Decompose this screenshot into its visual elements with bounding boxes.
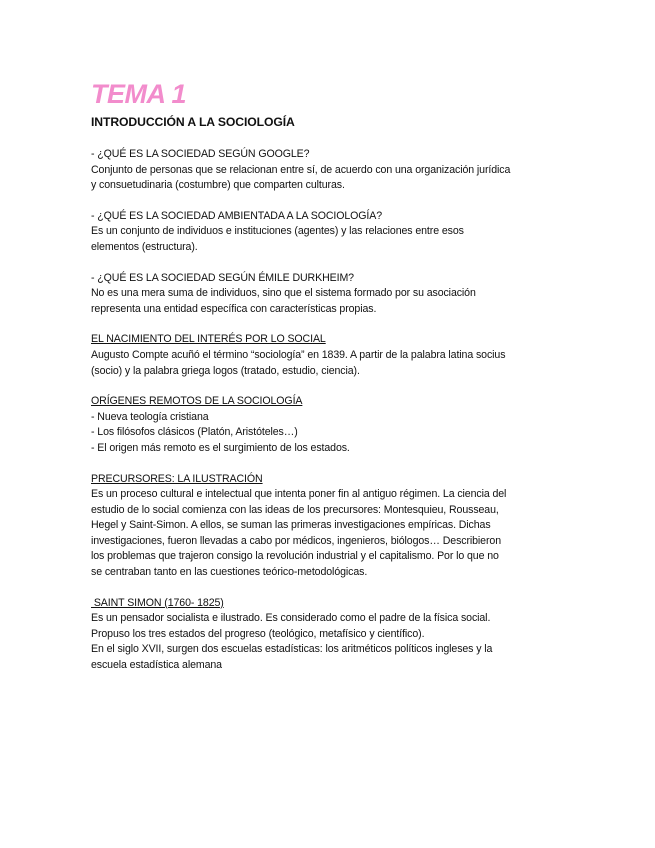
- tema-title: TEMA 1: [91, 79, 187, 109]
- section-heading: ORÍGENES REMOTOS DE LA SOCIOLOGÍA: [91, 395, 303, 408]
- section-heading: - ¿QUÉ ES LA SOCIEDAD AMBIENTADA A LA SOCIOLOGÍA?: [91, 209, 383, 222]
- paragraph-line: elementos (estructura).: [91, 240, 198, 253]
- paragraph-line: Hegel y Saint-Simon. A ellos, se suman las primeras investigaciones empíricas. Dichas: [91, 519, 491, 532]
- paragraph-line: investigaciones, fueron llevadas a cabo por médicos, ingenieros, biólogos… Describieron: [91, 534, 501, 547]
- section-nacimiento: [91, 332, 571, 379]
- section-ambientada: [91, 209, 571, 256]
- section-heading: - ¿QUÉ ES LA SOCIEDAD SEGÚN GOOGLE?: [91, 148, 310, 160]
- section-google: [91, 147, 571, 194]
- paragraph-line: escuela estadística alemana: [91, 659, 222, 672]
- section-heading: SAINT SIMON (1760- 1825): [91, 596, 224, 609]
- paragraph-line: Augusto Compte acuñó el término “sociología” en 1839. A partir de la palabra latina socius: [91, 348, 506, 361]
- list-item: - Los filósofos clásicos (Platón, Aristóteles…): [91, 426, 298, 439]
- paragraph-line: Es un pensador socialista e ilustrado. Es considerado como el padre de la física social.: [91, 612, 491, 625]
- paragraph-line: Es un conjunto de individuos e instituciones (agentes) y las relaciones entre esos: [91, 225, 464, 238]
- paragraph-line: (socio) y la palabra griega logos (tratado, estudio, ciencia).: [91, 364, 360, 377]
- paragraph-line: Conjunto de personas que se relacionan entre sí, de acuerdo con una organización jurídica: [91, 163, 511, 176]
- paragraph-line: representa una entidad específica con características propias.: [91, 302, 377, 315]
- paragraph-line: No es una mera suma de individuos, sino que el sistema formado por su asociación: [91, 287, 476, 300]
- section-saint-simon: [91, 596, 571, 674]
- paragraph-line: Propuso los tres estados del progreso (teológico, metafísico y científico).: [91, 627, 425, 640]
- document-content: [91, 78, 571, 674]
- section-origenes: [91, 394, 571, 456]
- section-durkheim: [91, 271, 571, 318]
- paragraph-line: Es un proceso cultural e intelectual que intenta poner fin al antiguo régimen. La ciencia del: [91, 488, 507, 501]
- section-precursores: [91, 472, 571, 581]
- paragraph-line: estudio de lo social comienza con las ideas de los precursores: Montesquieu, Rousseau,: [91, 503, 499, 516]
- list-item: - El origen más remoto es el surgimiento de los estados.: [91, 441, 350, 454]
- paragraph-line: se centraban tanto en las cuestiones teórico-metodológicas.: [91, 566, 368, 579]
- section-heading: PRECURSORES: LA ILUSTRACIÓN: [91, 472, 263, 485]
- paragraph-line: los problemas que trajeron consigo la revolución industrial y el capitalismo. Por lo que no: [91, 550, 499, 563]
- paragraph-line: y consuetudinaria (costumbre) que comparten culturas.: [91, 179, 345, 192]
- main-title: INTRODUCCIÓN A LA SOCIOLOGÍA: [91, 115, 295, 129]
- paragraph-line: En el siglo XVII, surgen dos escuelas estadísticas: los aritméticos políticos ingleses y la: [91, 643, 493, 656]
- section-heading: EL NACIMIENTO DEL INTERÉS POR LO SOCIAL: [91, 333, 326, 346]
- list-item: - Nueva teología cristiana: [91, 410, 209, 423]
- section-heading: - ¿QUÉ ES LA SOCIEDAD SEGÚN ÉMILE DURKHEIM?: [91, 271, 354, 284]
